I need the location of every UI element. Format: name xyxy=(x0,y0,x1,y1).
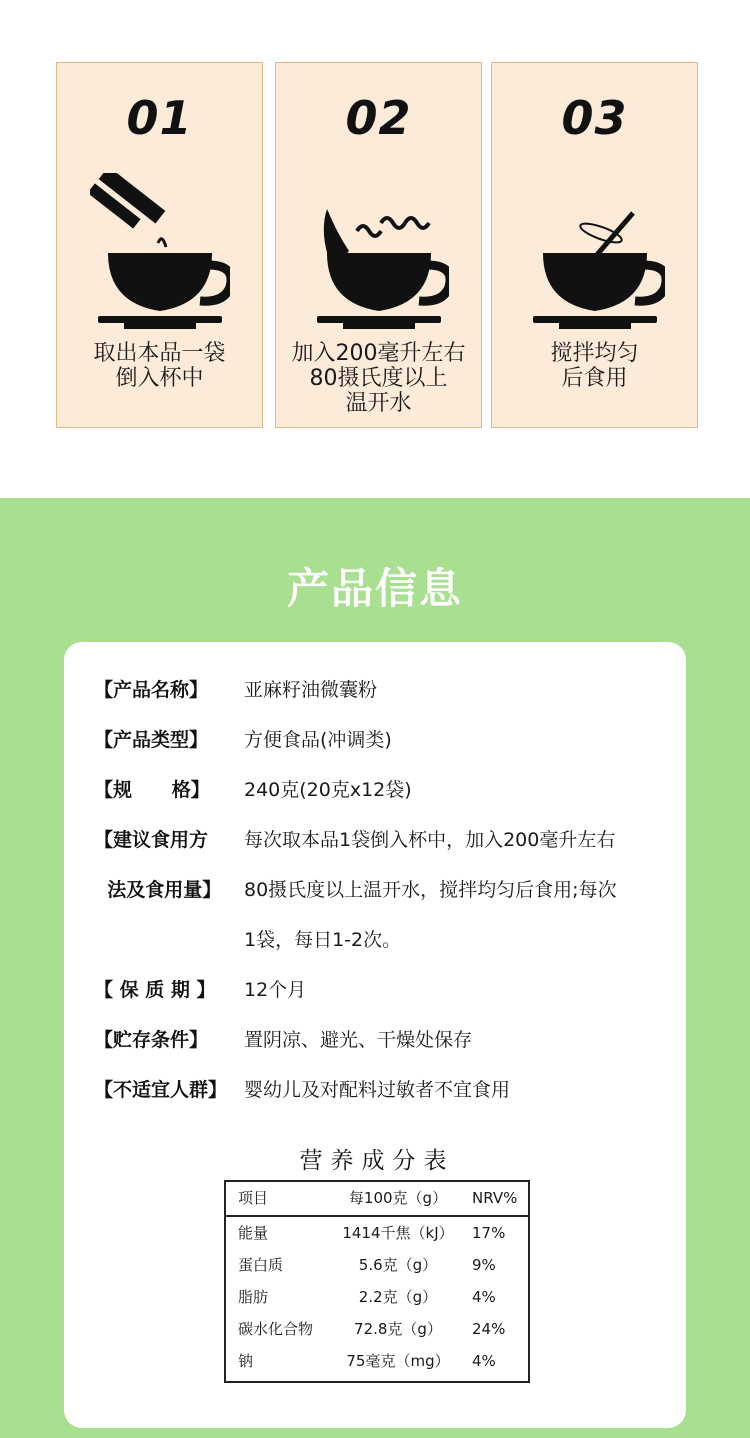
info-label: 【规 格】 xyxy=(94,779,210,801)
info-value: 12个月 xyxy=(244,979,307,1001)
table-cell: 24% xyxy=(472,1320,506,1338)
header-cell: NRV% xyxy=(472,1189,518,1207)
section-title: 产品信息 xyxy=(286,564,463,613)
step-number: 03 xyxy=(561,91,628,145)
info-value: 80摄氏度以上温开水，搅拌均匀后食用;每次 xyxy=(244,879,617,901)
table-row xyxy=(226,1345,528,1377)
info-row-usage-3 xyxy=(64,920,686,960)
info-row-usage-1 xyxy=(64,820,686,860)
table-cell: 4% xyxy=(472,1288,496,1306)
info-value: 每次取本品1袋倒入杯中，加入200毫升左右 xyxy=(244,829,616,851)
header-cell: 项目 xyxy=(238,1189,269,1207)
info-value: 亚麻籽油微囊粉 xyxy=(244,679,378,701)
info-value: 方便食品(冲调类) xyxy=(244,729,392,751)
info-row-storage xyxy=(64,1020,686,1060)
table-row xyxy=(226,1217,528,1249)
nutrition-table xyxy=(224,1180,530,1383)
info-label: 【建议食用方 xyxy=(94,829,209,851)
info-label: 法及食用量】 xyxy=(94,879,222,901)
info-row-type xyxy=(64,720,686,760)
table-cell: 1414千焦（kJ） xyxy=(342,1224,454,1242)
product-info-card xyxy=(64,642,686,1428)
step-card-2 xyxy=(275,62,482,428)
table-cell: 9% xyxy=(472,1256,496,1274)
info-row-name xyxy=(64,670,686,710)
step-card-3 xyxy=(491,62,698,428)
table-cell: 2.2克（g） xyxy=(358,1288,438,1306)
nutrition-table-title: 营养成分表 xyxy=(299,1148,455,1174)
info-label: 【 保 质 期 】 xyxy=(94,979,216,1001)
nutrition-header-row xyxy=(226,1182,528,1214)
step-instruction: 加入200毫升左右 80摄氏度以上 温开水 xyxy=(291,341,466,416)
step-number: 02 xyxy=(345,91,412,145)
table-cell: 能量 xyxy=(238,1224,269,1242)
hot-water-cup-icon xyxy=(309,173,449,333)
table-cell: 钠 xyxy=(238,1352,254,1370)
stirring-cup-icon xyxy=(525,173,665,333)
table-cell: 72.8克（g） xyxy=(354,1320,442,1338)
table-row xyxy=(226,1281,528,1313)
info-value: 置阴凉、避光、干燥处保存 xyxy=(244,1029,473,1051)
info-row-usage-2 xyxy=(64,870,686,910)
info-value: 240克(20克x12袋) xyxy=(244,779,412,801)
info-row-spec xyxy=(64,770,686,810)
table-cell: 5.6克（g） xyxy=(358,1256,438,1274)
info-row-unsuitable xyxy=(64,1070,686,1110)
table-cell: 4% xyxy=(472,1352,496,1370)
pour-sachet-icon xyxy=(90,173,230,333)
info-label: 【贮存条件】 xyxy=(94,1029,209,1051)
step-card-1 xyxy=(56,62,263,428)
table-cell: 75毫克（mg） xyxy=(346,1352,450,1370)
table-row xyxy=(226,1313,528,1345)
table-cell: 17% xyxy=(472,1224,506,1242)
info-value: 1袋，每日1-2次。 xyxy=(244,929,402,951)
table-cell: 碳水化合物 xyxy=(238,1320,314,1338)
table-row xyxy=(226,1249,528,1281)
table-cell: 脂肪 xyxy=(238,1288,269,1306)
step-instruction: 取出本品一袋 倒入杯中 xyxy=(93,341,226,391)
info-label: 【不适宜人群】 xyxy=(94,1079,228,1101)
step-instruction: 搅拌均匀 后食用 xyxy=(550,341,639,391)
info-row-shelf-life xyxy=(64,970,686,1010)
header-cell: 每100克（g） xyxy=(348,1189,448,1207)
product-info-section xyxy=(0,498,750,1438)
table-cell: 蛋白质 xyxy=(238,1256,284,1274)
usage-steps xyxy=(0,0,750,498)
step-number: 01 xyxy=(126,91,193,145)
info-label: 【产品类型】 xyxy=(94,729,209,751)
info-label: 【产品名称】 xyxy=(94,679,209,701)
info-value: 婴幼儿及对配料过敏者不宜食用 xyxy=(244,1079,511,1101)
